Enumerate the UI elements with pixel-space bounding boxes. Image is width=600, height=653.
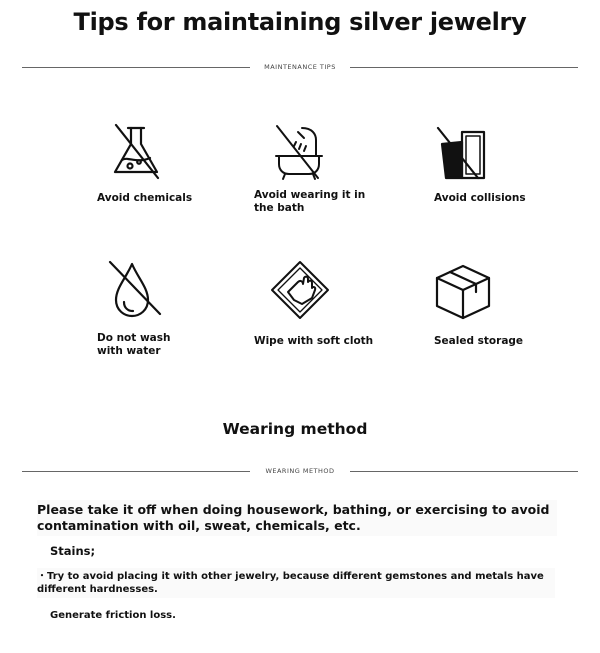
wearing-main-text: Please take it off when doing housework, bathing, or exercising to avoid contamination with oil, sweat, chemicals, etc. bbox=[37, 502, 550, 533]
bullet-text: ・Try to avoid placing it with other jewelry, because different gemstones and metals have different hardnesses. bbox=[37, 571, 544, 595]
wearing-divider-right bbox=[350, 471, 578, 472]
wearing-divider-label: WEARING METHOD bbox=[265, 467, 335, 475]
maintenance-divider-right bbox=[350, 67, 578, 68]
wearing-divider-left bbox=[22, 471, 250, 472]
no-collision-icon bbox=[432, 122, 492, 182]
stains-text: Stains; bbox=[50, 544, 96, 558]
page-title: Tips for maintaining silver jewelry bbox=[73, 8, 527, 36]
tip-label-avoid-collisions: Avoid collisions bbox=[434, 192, 526, 204]
no-water-drop-icon bbox=[104, 258, 164, 318]
tip-label-avoid-chemicals: Avoid chemicals bbox=[97, 192, 193, 204]
no-bath-icon bbox=[268, 122, 328, 182]
tip-label-wipe-cloth: Wipe with soft cloth bbox=[254, 335, 374, 347]
maintenance-divider-label: MAINTENANCE TIPS bbox=[264, 63, 336, 71]
wipe-cloth-hand-icon bbox=[270, 260, 330, 320]
sealed-box-icon bbox=[433, 262, 493, 322]
maintenance-divider-left bbox=[22, 67, 250, 68]
no-chemicals-flask-icon bbox=[106, 122, 166, 182]
tip-label-sealed-storage: Sealed storage bbox=[434, 335, 524, 347]
tip-label-avoid-bath: Avoid wearing it in the bath bbox=[254, 189, 366, 214]
friction-text: Generate friction loss. bbox=[50, 610, 176, 621]
tip-label-no-water: Do not wash with water bbox=[97, 332, 171, 357]
wearing-method-title: Wearing method bbox=[222, 420, 368, 438]
